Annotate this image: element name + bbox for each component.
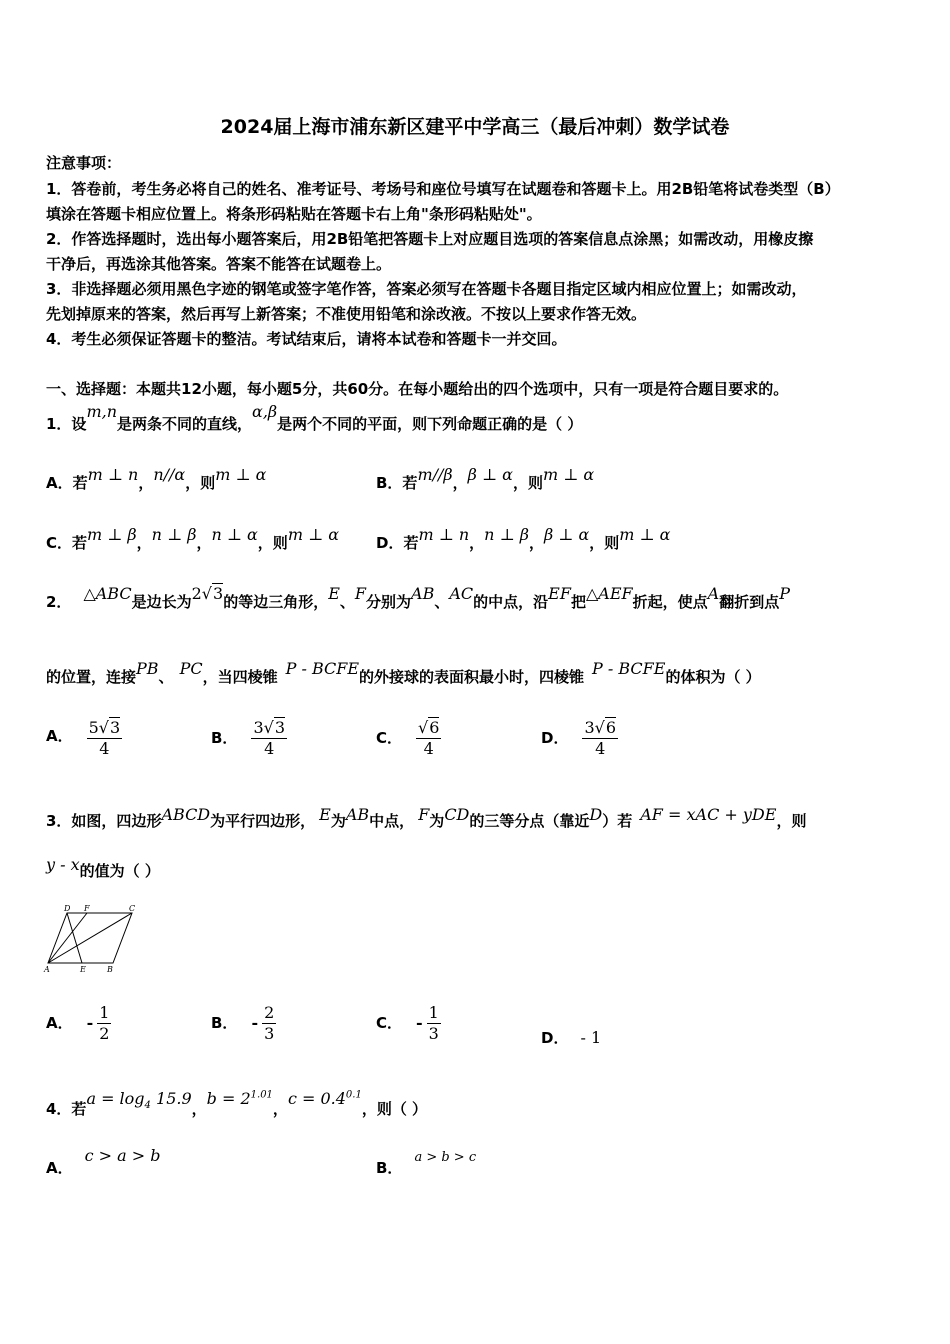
q1-option-b[interactable]: B．若m//β，β ⊥ α，则m ⊥ α: [376, 465, 595, 492]
notice-line: 填涂在答题卡相应位置上。将条形码粘贴在答题卡右上角"条形码粘贴处"。: [46, 205, 542, 223]
q4-option-a[interactable]: A．c > a > b: [46, 1146, 161, 1177]
notice-line: 先划掉原来的答案，然后再写上新答案；不准使用铅笔和涂改液。不按以上要求作答无效。: [46, 305, 647, 323]
diagonal-ac: [48, 913, 132, 963]
label-f: F: [84, 904, 90, 913]
segment-de: [67, 913, 82, 963]
question-1: 1．设m,n是两条不同的直线，α,β是两个不同的平面，则下列命题正确的是（ ）: [46, 402, 583, 433]
q2-option-a[interactable]: A． $\frac{5√3}{4}$: [46, 718, 121, 758]
label-a: A: [44, 965, 50, 974]
notice-line: 2．作答选择题时，选出每小题答案后，用2B铅笔把答题卡上对应题目选项的答案信息点涂黑；如需改动，用橡皮擦: [46, 230, 814, 248]
notice-line: 干净后，再选涂其他答案。答案不能答在试题卷上。: [46, 255, 392, 273]
label-e: E: [80, 965, 86, 974]
parallelogram-figure: [40, 903, 140, 975]
q2-option-b[interactable]: B． $\frac{3√3}{4}$: [211, 718, 286, 758]
segment-af: [48, 913, 87, 963]
q3-option-a[interactable]: A． - $\frac{1}{2}$: [46, 1003, 110, 1043]
question-2-line2: 的位置，连接PB、 PC，当四棱锥 P - BCFE的外接球的表面积最小时，四棱锥 P - BCFE的体积为（ ）: [46, 659, 761, 686]
label-d: D: [64, 904, 71, 913]
q1-option-c[interactable]: C．若m ⊥ β，n ⊥ β，n ⊥ α，则m ⊥ α: [46, 525, 340, 552]
notice-line: 4．考生必须保证答题卡的整洁。考试结束后，请将本试卷和答题卡一并交回。: [46, 330, 567, 348]
q2-option-c[interactable]: C． $\frac{√6}{4}$: [376, 718, 440, 758]
question-3-line1: 3．如图，四边形ABCD为平行四边形， E为AB中点， F为CD的三等分点（靠近D）若 AF = xAC + yDE，则: [46, 805, 807, 830]
q1-option-a[interactable]: A．若m ⊥ n，n//α，则m ⊥ α: [46, 465, 267, 492]
section-heading: 一、选择题：本题共12小题，每小题5分，共60分。在每小题给出的四个选项中，只有一项是符合题目要求的。: [46, 380, 789, 398]
label-c: C: [129, 904, 136, 913]
question-3-line2: y - x的值为（ ）: [46, 855, 160, 880]
notice-line: 1．答卷前，考生务必将自己的姓名、准考证号、考场号和座位号填写在试题卷和答题卡上。用2B铅笔将试卷类型（B）: [46, 180, 840, 198]
q3-option-b[interactable]: B． - $\frac{2}{3}$: [211, 1003, 275, 1043]
q4-option-b[interactable]: B．a > b > c: [376, 1150, 477, 1177]
label-b: B: [107, 965, 113, 974]
q1-option-d[interactable]: D．若m ⊥ n，n ⊥ β，β ⊥ α，则m ⊥ α: [376, 525, 671, 552]
q3-option-d[interactable]: D． - 1: [541, 1028, 602, 1047]
notice-heading: 注意事项：: [46, 154, 122, 172]
notice-line: 3．非选择题必须用黑色字迹的钢笔或签字笔作答，答案必须写在答题卡各题目指定区域内相应位置上；如需改动，: [46, 280, 807, 298]
question-4: 4．若$a = \log_4 15.9$，$b = 2^{1.01}$，$c = 0.4^{0.1}$，则（ ）: [46, 1089, 428, 1118]
question-2-line1: 2． △ABC是边长为2√3的等边三角形，E、F分别为AB、AC的中点，沿EF把△AEF折起，使点A翻折到点P: [46, 584, 790, 611]
page-title: 2024届上海市浦东新区建平中学高三（最后冲刺）数学试卷: [220, 116, 730, 138]
q3-option-c[interactable]: C． - $\frac{1}{3}$: [376, 1003, 439, 1043]
q2-option-d[interactable]: D． $\frac{3√6}{4}$: [541, 718, 617, 758]
